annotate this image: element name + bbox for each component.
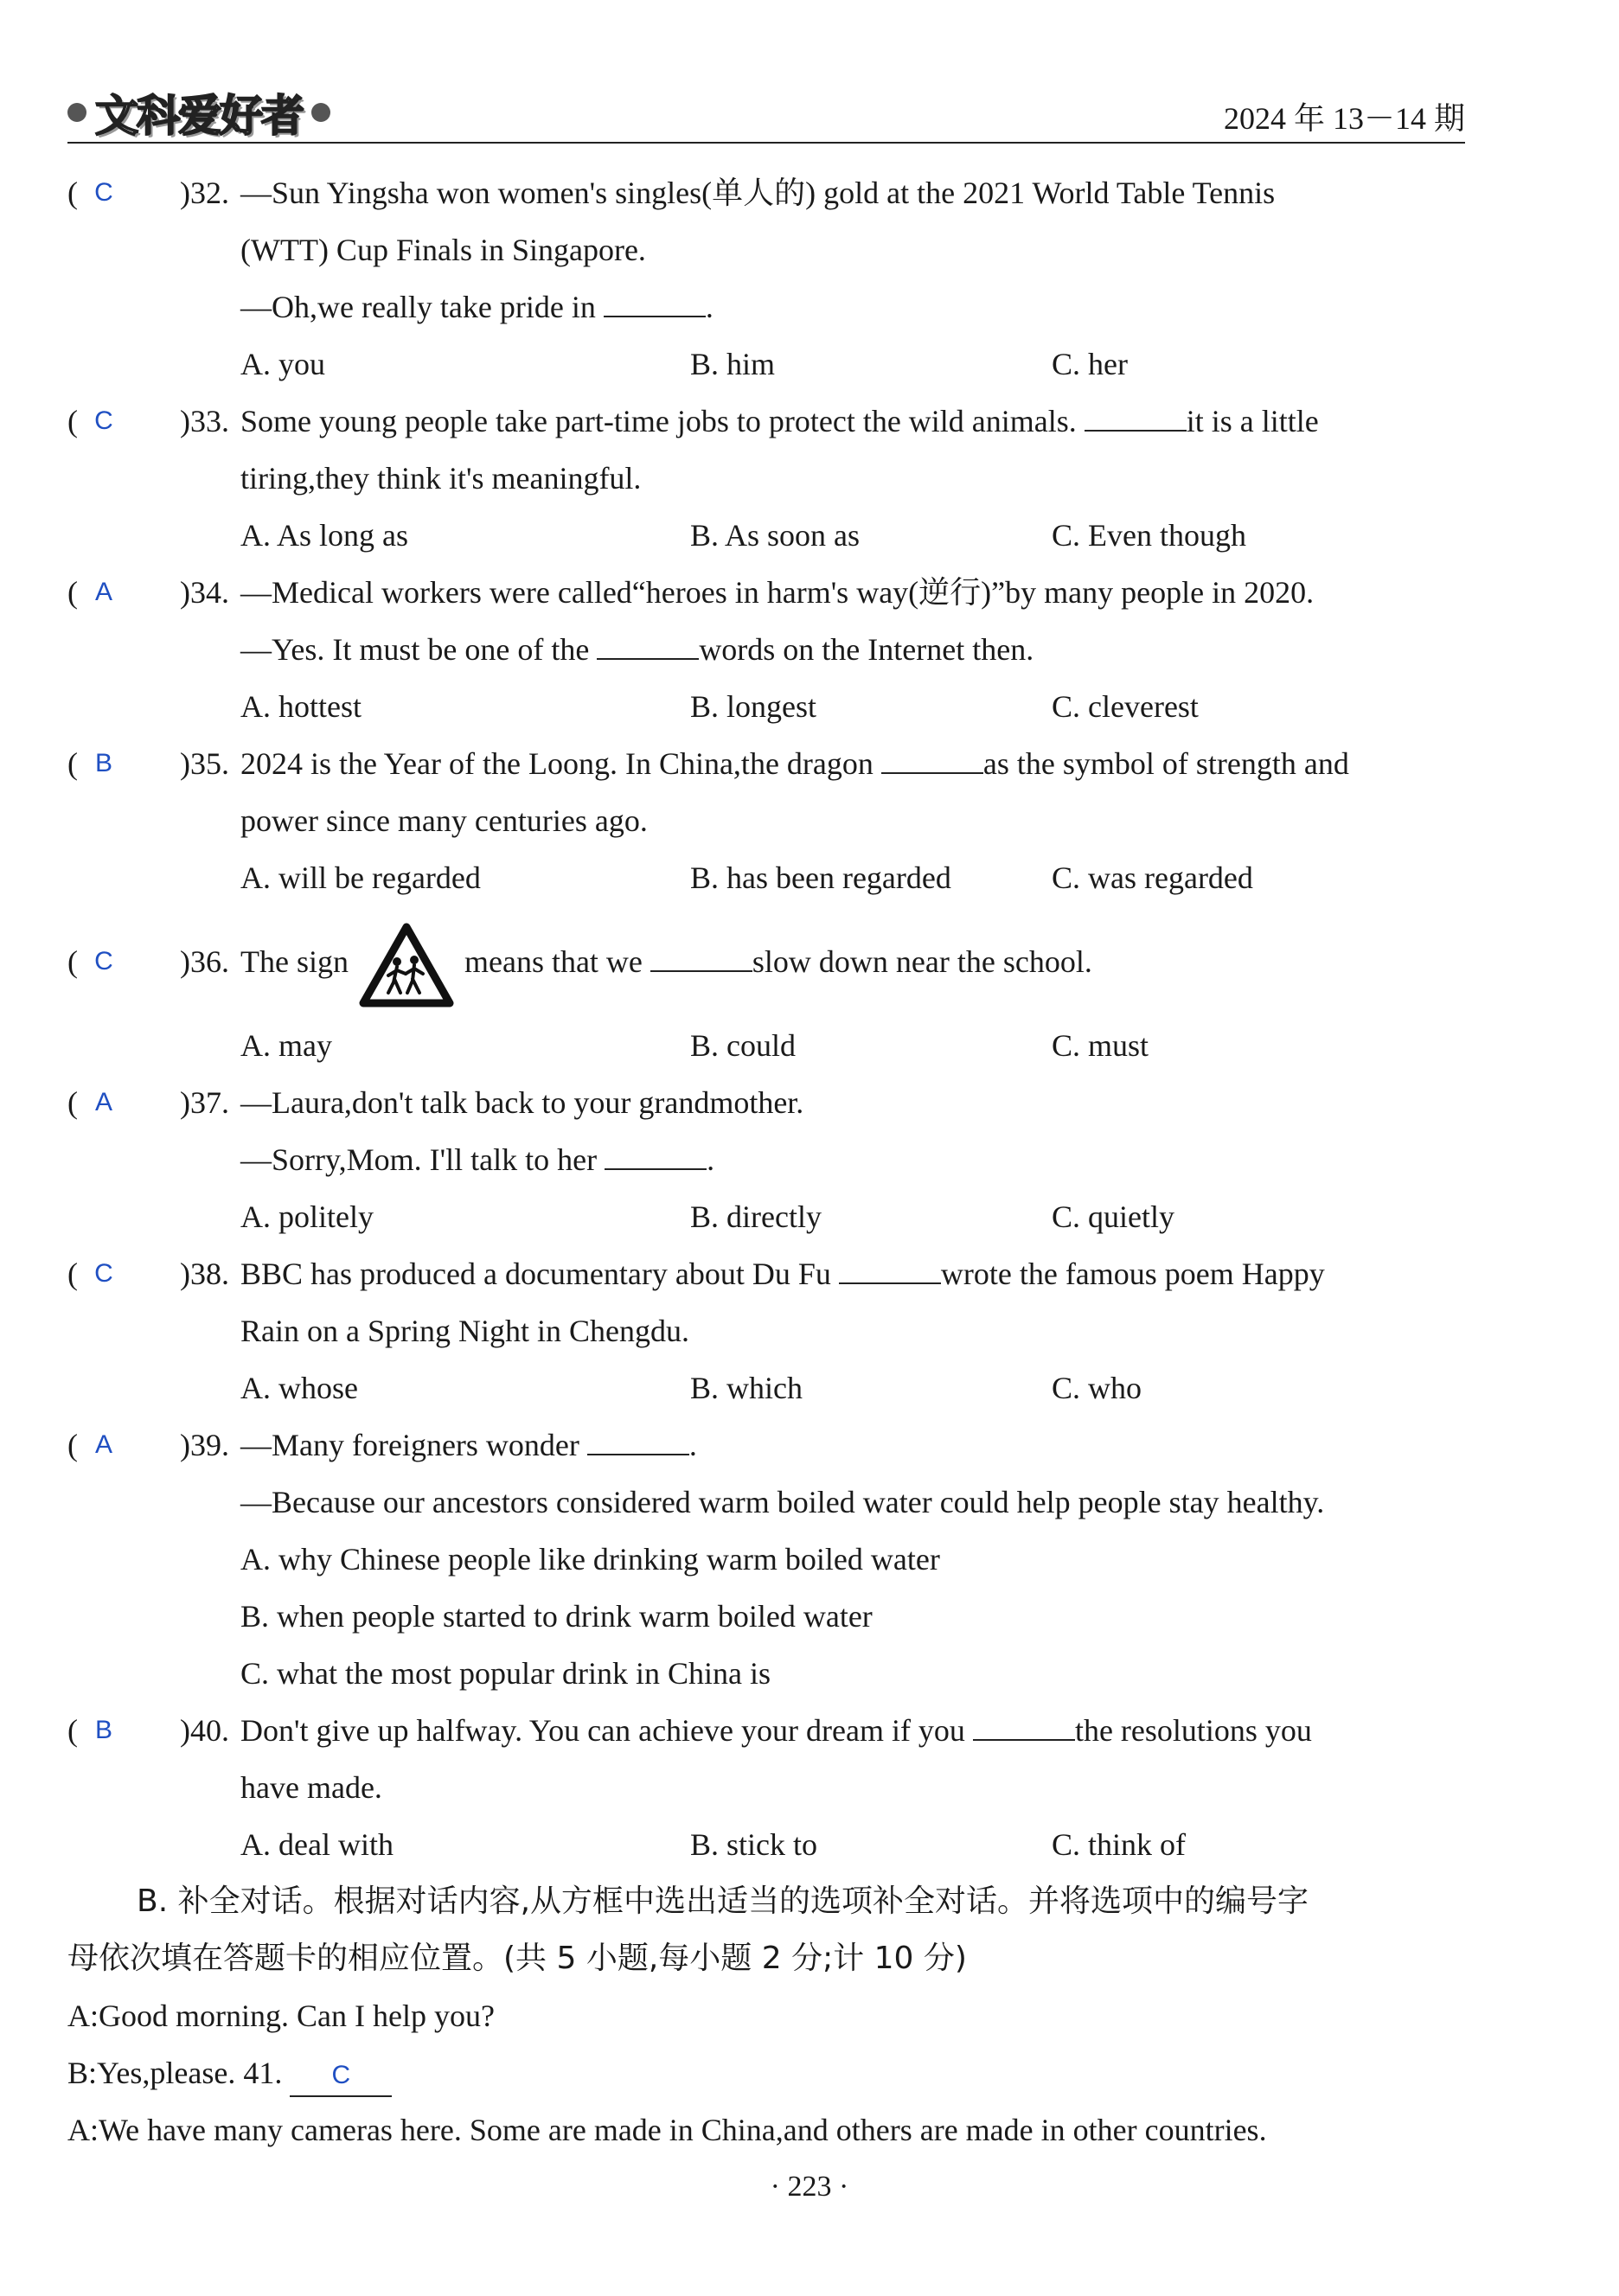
- options: [240, 678, 1465, 735]
- answer-blank: [604, 290, 706, 317]
- option-a: A. deal with: [240, 1826, 394, 1862]
- option-b: B. As soon as: [690, 518, 861, 553]
- question-text: —Oh,we really take pride in .: [240, 290, 714, 324]
- question-32: ( C )32. —Sun Yingsha won women's singles(单人的) gold at the 2021 World Table Tennis (WTT) Cup Finals in Singapore. —Oh,we really take pride in . A. you B. him C. her: [67, 164, 1465, 393]
- question-text: —Because our ancestors considered warm boiled water could help people stay healthy.: [240, 1484, 1325, 1519]
- answer-37: A: [94, 1087, 112, 1116]
- question-text: —Sun Yingsha won women's singles(单人的) gold at the 2021 World Table Tennis: [240, 176, 1276, 210]
- question-text: tiring,they think it's meaningful.: [240, 461, 642, 496]
- option-b: B. has been regarded: [690, 860, 951, 895]
- question-text: Rain on a Spring Night in Chengdu.: [240, 1313, 689, 1348]
- answer-38: C: [94, 1258, 113, 1288]
- magazine-logo: [67, 85, 330, 140]
- dialogue-line: B:Yes,please. 41. C: [67, 2044, 1465, 2101]
- option-b: B. him: [690, 347, 776, 381]
- option-b: B. longest: [690, 689, 817, 724]
- option-a: A. whose: [240, 1370, 358, 1405]
- answer-blank: [881, 746, 983, 774]
- question-text: power since many centuries ago.: [240, 803, 648, 838]
- option-c: C. was regarded: [1052, 860, 1253, 895]
- answer-blank: [1085, 404, 1187, 432]
- option-c: C. quietly: [1052, 1199, 1174, 1234]
- option-a: A. may: [240, 1027, 332, 1063]
- option-a: A. why Chinese people like drinking warm boiled water: [240, 1541, 940, 1577]
- question-number: )37.: [180, 1084, 229, 1120]
- answer-36: C: [94, 947, 113, 975]
- options: [240, 849, 1465, 906]
- question-text: BBC has produced a documentary about Du Fu wrote the famous poem Happy: [240, 1256, 1325, 1291]
- question-text: —Laura,don't talk back to your grandmother.: [240, 1084, 804, 1120]
- answer-34: A: [94, 578, 112, 606]
- option-c: C. her: [1052, 347, 1128, 381]
- bullet-icon: [67, 103, 86, 122]
- answer-blank: [587, 1428, 689, 1455]
- answer-blank: [597, 632, 699, 660]
- question-number: )38.: [180, 1256, 229, 1291]
- dialogue-line: A:We have many cameras here. Some are made in China,and others are made in other countries.: [67, 2112, 1267, 2147]
- option-c: C. must: [1052, 1027, 1149, 1063]
- option-b: B. when people started to drink warm boiled water: [240, 1598, 873, 1634]
- options: [240, 1359, 1465, 1417]
- question-number: )40.: [180, 1712, 229, 1748]
- answer-33: C: [94, 406, 113, 435]
- option-b: B. which: [690, 1370, 803, 1405]
- dialogue-line: A:Good morning. Can I help you?: [67, 1998, 495, 2033]
- question-text: have made.: [240, 1769, 382, 1805]
- option-a: A. politely: [240, 1199, 374, 1234]
- question-37: ( A )37. —Laura,don't talk back to your grandmother. —Sorry,Mom. I'll talk to her . A. politely B. directly C. quietly: [67, 1074, 1465, 1245]
- question-number: )35.: [180, 746, 229, 781]
- question-text: 2024 is the Year of the Loong. In China,the dragon as the symbol of strength and: [240, 746, 1349, 781]
- question-number: )39.: [180, 1427, 229, 1462]
- question-text: —Medical workers were called“heroes in harm's way(逆行)”by many people in 2020.: [240, 575, 1315, 610]
- options: [240, 1816, 1465, 1873]
- question-number: )32.: [180, 176, 229, 210]
- answer-blank: [973, 1713, 1075, 1741]
- answer-39: A: [94, 1429, 112, 1459]
- option-a: A. hottest: [240, 689, 362, 724]
- options: [240, 1188, 1465, 1245]
- option-b: B. stick to: [690, 1826, 818, 1862]
- question-38: ( C )38. BBC has produced a documentary about Du Fu wrote the famous poem Happy Rain on a Spring Night in Chengdu. A. whose B. which C. who: [67, 1245, 1465, 1417]
- page-header: [67, 85, 1465, 144]
- option-c: C. who: [1052, 1370, 1142, 1405]
- logo-text: 文科爱好者: [95, 91, 303, 141]
- bullet-icon: [311, 103, 330, 122]
- option-a: A. you: [240, 347, 325, 381]
- option-b: B. directly: [690, 1199, 822, 1234]
- options: [240, 507, 1465, 564]
- question-39: ( A )39. —Many foreigners wonder . —Because our ancestors considered warm boiled water could help people stay healthy. A. why Chinese people like drinking warm boiled water B. when people started to drink warm boiled water C. what the most popular drink in China is: [67, 1417, 1465, 1702]
- question-number: )36.: [180, 944, 229, 979]
- question-text: —Yes. It must be one of the words on the Internet then.: [240, 632, 1034, 667]
- question-36: ( C )36. The sign means that we slow down near the school. A. may B. could C. must: [67, 918, 1465, 1074]
- option-a: A. will be regarded: [240, 860, 481, 895]
- option-c: C. think of: [1052, 1826, 1187, 1862]
- question-list: [67, 164, 1465, 2158]
- option-c: C. what the most popular drink in China is: [240, 1655, 771, 1691]
- option-b: B. could: [690, 1027, 796, 1063]
- question-text: —Sorry,Mom. I'll talk to her .: [240, 1142, 715, 1177]
- question-text: (WTT) Cup Finals in Singapore.: [240, 233, 646, 267]
- question-text: The sign means that we slow down near the school.: [240, 918, 1465, 1008]
- answer-40: B: [94, 1715, 112, 1744]
- question-34: ( A )34. —Medical workers were called“heroes in harm's way(逆行)”by many people in 2020. —Yes. It must be one of the words on the Internet then. A. hottest B. longest C. cleverest: [67, 564, 1465, 735]
- question-number: )33.: [180, 404, 229, 438]
- section-b-instructions: 母依次填在答题卡的相应位置。(共 5 小题,每小题 2 分;计 10 分): [67, 1940, 967, 1976]
- options: [240, 336, 1465, 393]
- answer-41: C: [290, 2056, 392, 2097]
- section-b-instructions: B. 补全对话。根据对话内容,从方框中选出适当的选项补全对话。并将选项中的编号字: [137, 1883, 1309, 1919]
- answer-blank: [839, 1257, 941, 1284]
- options: [240, 1017, 1465, 1074]
- answer-35: B: [94, 749, 112, 777]
- question-33: ( C )33. Some young people take part-time jobs to protect the wild animals. it is a little tiring,they think it's meaningful. A. As long as B. As soon as C. Even though: [67, 393, 1465, 564]
- page-number: · 223 ·: [770, 2171, 849, 2203]
- option-c: C. Even though: [1052, 518, 1246, 553]
- question-number: )34.: [180, 575, 229, 610]
- question-text: —Many foreigners wonder .: [240, 1427, 697, 1462]
- question-35: ( B )35. 2024 is the Year of the Loong. In China,the dragon as the symbol of strength and power since many centuries ago. A. will be regarded B. has been regarded C. was regarded: [67, 735, 1465, 906]
- answer-blank: [605, 1142, 707, 1170]
- option-a: A. As long as: [240, 518, 409, 553]
- answer-32: C: [94, 178, 113, 207]
- question-text: Don't give up halfway. You can achieve your dream if you the resolutions you: [240, 1712, 1312, 1748]
- issue-number: 2024 年 13－14 期: [1223, 101, 1465, 136]
- question-text: Some young people take part-time jobs to protect the wild animals. it is a little: [240, 404, 1319, 438]
- school-crossing-sign-icon: [359, 922, 454, 1008]
- question-40: ( B )40. Don't give up halfway. You can achieve your dream if you the resolutions you have made. A. deal with B. stick to C. think of: [67, 1702, 1465, 1873]
- option-c: C. cleverest: [1052, 689, 1199, 724]
- answer-blank: [650, 944, 752, 972]
